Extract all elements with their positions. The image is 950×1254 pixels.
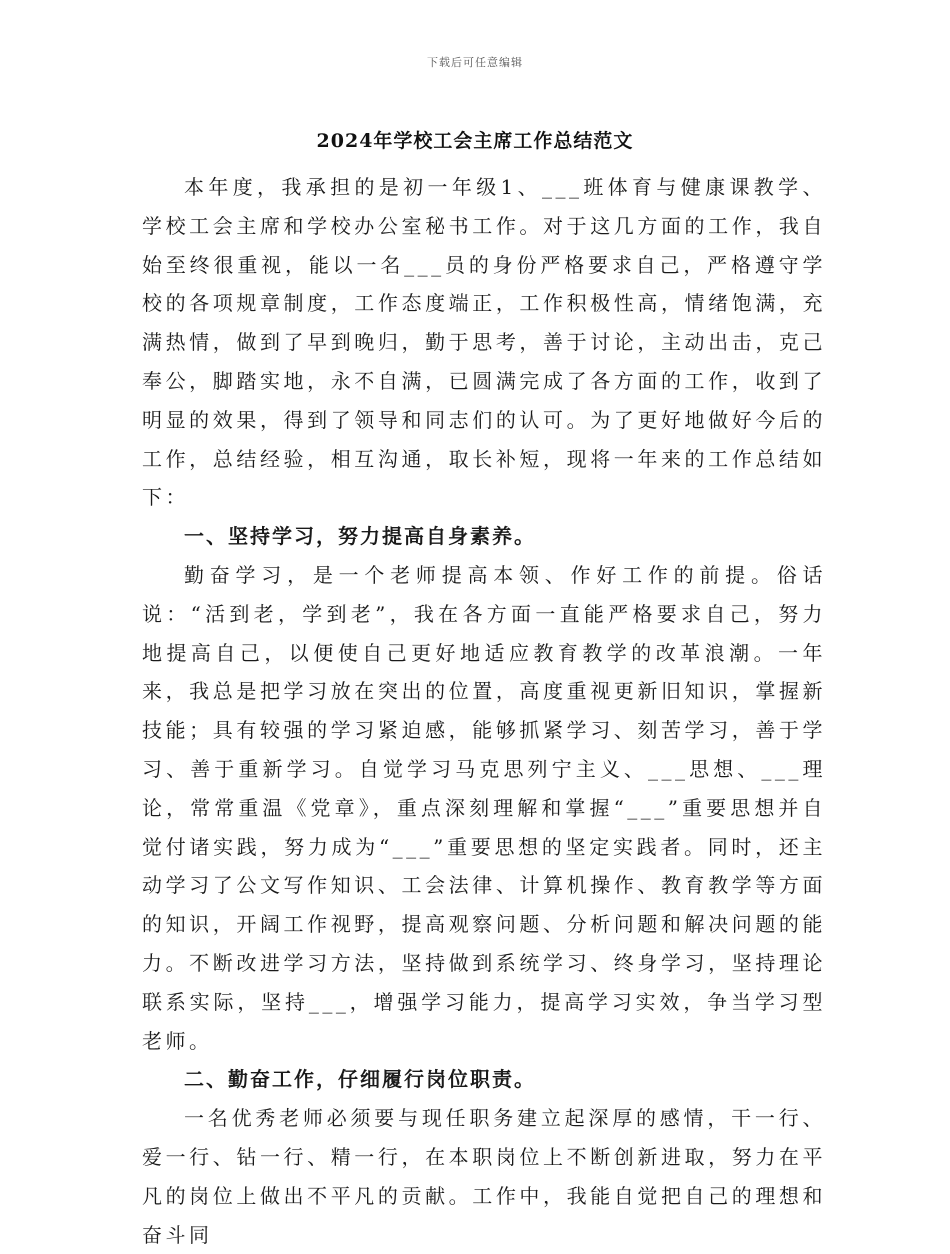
document-body (142, 168, 826, 1254)
section-paragraph-2: 一名优秀老师必须要与现任职务建立起深厚的感情，干一行、爱一行、钻一行、精一行，在本职岗位上不断创新进取，努力在平凡的岗位上做出不平凡的贡献。工作中，我能自觉把自己的理想和奋斗同 (142, 1106, 826, 1247)
section-paragraph-1: 勤奋学习，是一个老师提高本领、作好工作的前提。俗话说：“活到老，学到老”，我在各方面一直能严格要求自己，努力地提高自己，以便使自己更好地适应教育教学的改革浪潮。一年来，我总是把学习放在突出的位置，高度重视更新旧知识，掌握新技能；具有较强的学习紧迫感，能够抓紧学习、刻苦学习，善于学习、善于重新学习。自觉学习马克思列宁主义、___思想、___理论，常常重温《党章》，重点深刻理解和掌握“___”重要思想并自觉付诸实践，努力成为“___”重要思想的坚定实践者。同时，还主动学习了公文写作知识、工会法律、计算机操作、教育教学等方面的知识，开阔工作视野，提高观察问题、分析问题和解决问题的能力。不断改进学习方法，坚持做到系统学习、终身学习，坚持理论联系实际，坚持___，增强学习能力，提高学习实效，争当学习型老师。 (142, 562, 826, 1053)
section-heading-2: 二、勤奋工作，仔细履行岗位职责。 (184, 1067, 536, 1092)
intro-paragraph: 本年度，我承担的是初一年级1、___班体育与健康课教学、学校工会主席和学校办公室秘书工作。对于这几方面的工作，我自始至终很重视，能以一名___员的身份严格要求自己，严格遵守学校的各项规章制度，工作态度端正，工作积极性高，情绪饱满，充满热情，做到了早到晚归，勤于思考，善于讨论，主动出击，克己奉公，脚踏实地，永不自满，已圆满完成了各方面的工作，收到了明显的效果，得到了领导和同志们的认可。为了更好地做好今后的工作，总结经验，相互沟通，取长补短，现将一年来的工作总结如下： (142, 175, 826, 510)
section-heading-1: 一、坚持学习，努力提高自身素养。 (184, 524, 536, 549)
document-title: 2024年学校工会主席工作总结范文 (316, 130, 634, 152)
header-note: 下载后可任意编辑 (427, 56, 523, 69)
